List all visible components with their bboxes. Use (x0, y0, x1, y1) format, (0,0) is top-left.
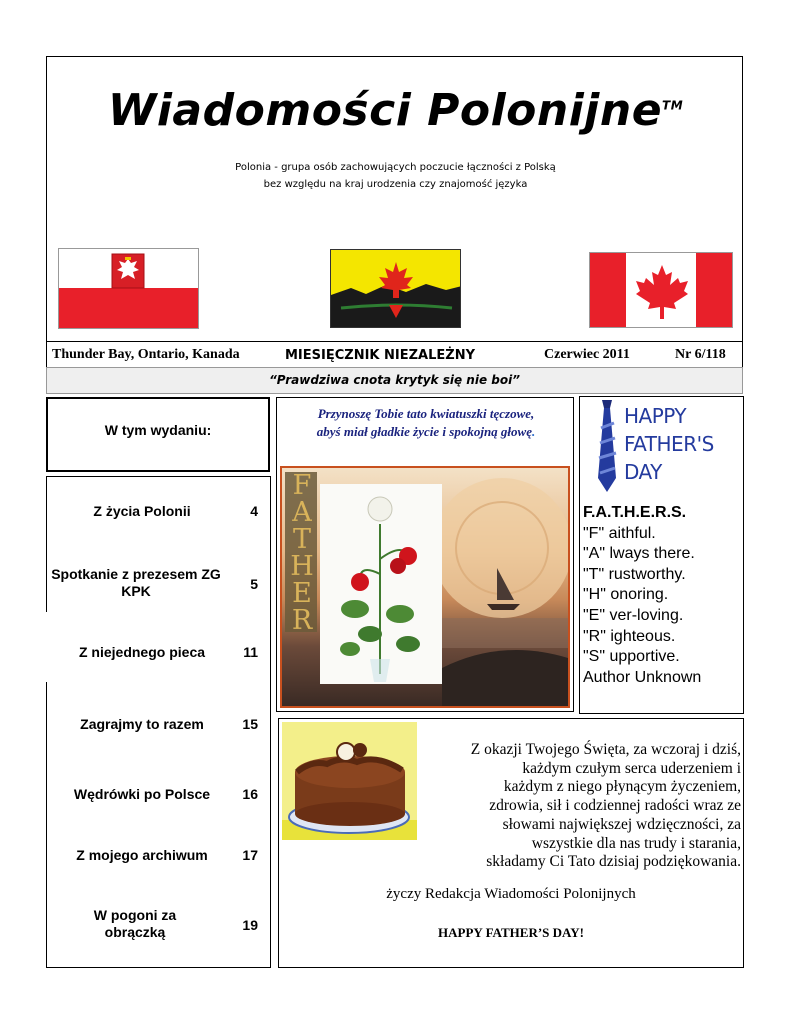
necktie-icon (596, 398, 618, 494)
acrostic-line: "E" ver-loving. (583, 606, 684, 624)
canada-flag (589, 252, 733, 328)
fathers-acrostic (583, 503, 701, 688)
maple-leaf-icon (634, 263, 690, 321)
acrostic-title: F.A.T.H.E.R.S. (583, 504, 687, 521)
hfd-line-1: HAPPY (624, 404, 687, 428)
hfd-line-2: FATHER'S (624, 432, 714, 456)
coat-of-arms-icon (111, 253, 145, 289)
subtitle-line-1: Polonia - grupa osób zachowujących poczucie łączności z Polską (235, 162, 556, 173)
poem: Przynoszę Tobie tato kwiatuszki tęczowe, abyś miał gładkie życie i spokojną głowę. (316, 406, 536, 439)
toc-heading: W tym wydaniu: (104, 422, 212, 438)
subtitle-line-2: bez względu na kraj urodzenia czy znajomość języka (263, 179, 528, 190)
acrostic-author: Author Unknown (583, 668, 702, 686)
wishes-from: życzy Redakcja Wiadomości Polonijnych (386, 886, 636, 902)
acrostic-line: "H" onoring. (583, 586, 669, 604)
newsletter-title: Wiadomości Polonijne™ (107, 85, 684, 136)
father-vertical-text: F A T H E R (290, 470, 314, 636)
hfd-line-3: DAY (624, 460, 662, 484)
acrostic-line: "R" ighteous. (583, 627, 676, 645)
issue-number: Nr 6/118 (675, 347, 726, 362)
cake-image (282, 722, 417, 840)
acrostic-line: "S" upportive. (583, 648, 680, 666)
wishes-paragraph: Z okazji Twojego Święta, za wczoraj i dziś, każdym czułym serca uderzeniem i każdym z niego płynącym życzeniem, zdrowia, sił i codziennej radości wraz ze słowami największej wdzięczności, za wszystkie dla nas trudy i starania, składamy Ci Tato dzisiaj podziękowania. (470, 741, 741, 871)
location-text: Thunder Bay, Ontario, Kanada (52, 347, 240, 362)
publication-type: MIESIĘCZNIK NIEZALEŻNY (285, 348, 475, 363)
acrostic-line: "F" aithful. (583, 524, 656, 542)
issue-date: Czerwiec 2011 (544, 347, 630, 362)
motto: “Prawdziwa cnota krytyk się nie boi” (46, 367, 743, 394)
happy-fathers-day-image (596, 398, 722, 494)
rose-vase-photo (320, 484, 442, 684)
wishes-closing: HAPPY FATHER’S DAY! (438, 925, 584, 940)
toc-heading-box (46, 397, 270, 472)
issue-info-bar (46, 341, 743, 368)
poland-flag (58, 248, 199, 329)
father-flower-image (280, 466, 570, 708)
thunder-bay-flag (330, 249, 461, 328)
acrostic-line: "A" lways there. (583, 545, 695, 563)
acrostic-line: "T" rustworthy. (583, 565, 686, 583)
